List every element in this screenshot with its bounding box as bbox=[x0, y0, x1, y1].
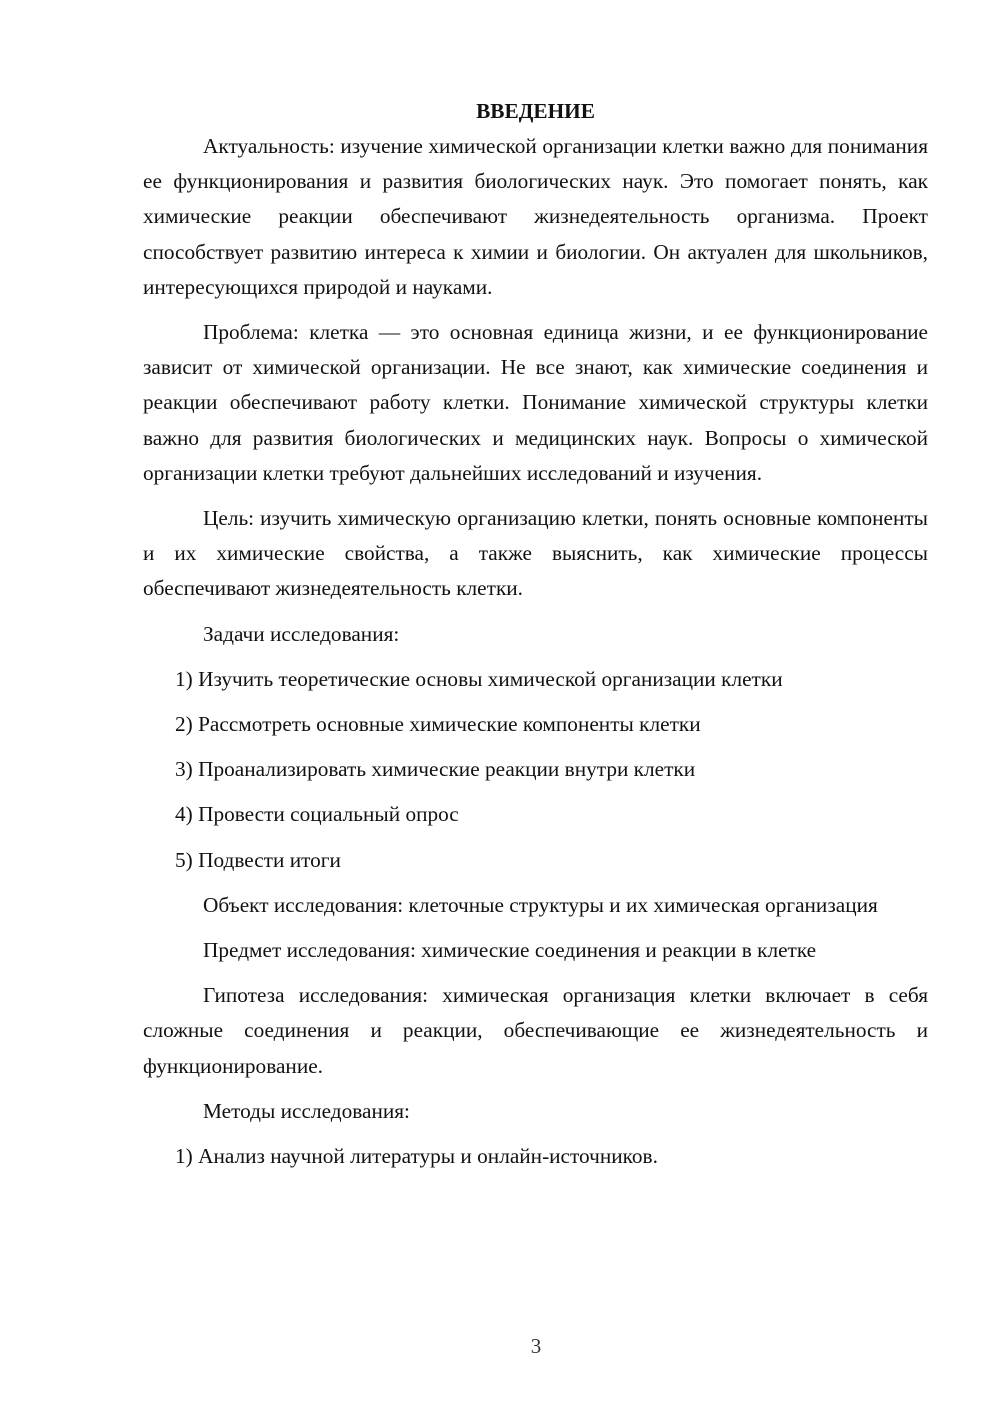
document-page bbox=[143, 93, 928, 1174]
object-paragraph: Объект исследования: клеточные структуры и их химическая организация bbox=[203, 892, 878, 917]
problem-paragraph: Проблема: клетка — это основная единица жизни, и ее функционирование зависит от химической организации. Не все знают, как химические соединения и реакции обеспечивают работу клетки. Понимание химической структуры клетки важно для развития биологических и медицинских наук. Вопросы о химической организации клетки требуют дальнейших исследований и изучения. bbox=[143, 320, 928, 485]
methods-heading: Методы исследования: bbox=[203, 1098, 410, 1123]
task-item: 3) Проанализировать химические реакции внутри клетки bbox=[175, 757, 696, 782]
hypothesis-paragraph: Гипотеза исследования: химическая организация клетки включает в себя сложные соединения и реакции, обеспечивающие ее жизнедеятельность и функционирование. bbox=[143, 983, 928, 1078]
subject-paragraph: Предмет исследования: химические соединения и реакции в клетке bbox=[203, 938, 817, 963]
task-item: 2) Рассмотреть основные химические компоненты клетки bbox=[175, 712, 701, 737]
task-item: 1) Изучить теоретические основы химической организации клетки bbox=[175, 666, 783, 691]
method-item: 1) Анализ научной литературы и онлайн-источников. bbox=[175, 1144, 658, 1169]
task-item: 4) Провести социальный опрос bbox=[175, 802, 459, 827]
task-item: 5) Подвести итоги bbox=[175, 847, 341, 872]
page-number: 3 bbox=[530, 1334, 542, 1358]
section-title: ВВЕДЕНИЕ bbox=[476, 99, 595, 123]
relevance-paragraph: Актуальность: изучение химической организации клетки важно для понимания ее функционирования и развития биологических наук. Это помогает понять, как химические реакции обеспечивают жизнедеятельность организма. Проект способствует развитию интереса к химии и биологии. Он актуален для школьников, интересующихся природой и науками. bbox=[143, 134, 928, 299]
tasks-heading: Задачи исследования: bbox=[203, 621, 400, 646]
goal-paragraph: Цель: изучить химическую организацию клетки, понять основные компоненты и их химические свойства, а также выяснить, как химические процессы обеспечивают жизнедеятельность клетки. bbox=[143, 506, 928, 601]
